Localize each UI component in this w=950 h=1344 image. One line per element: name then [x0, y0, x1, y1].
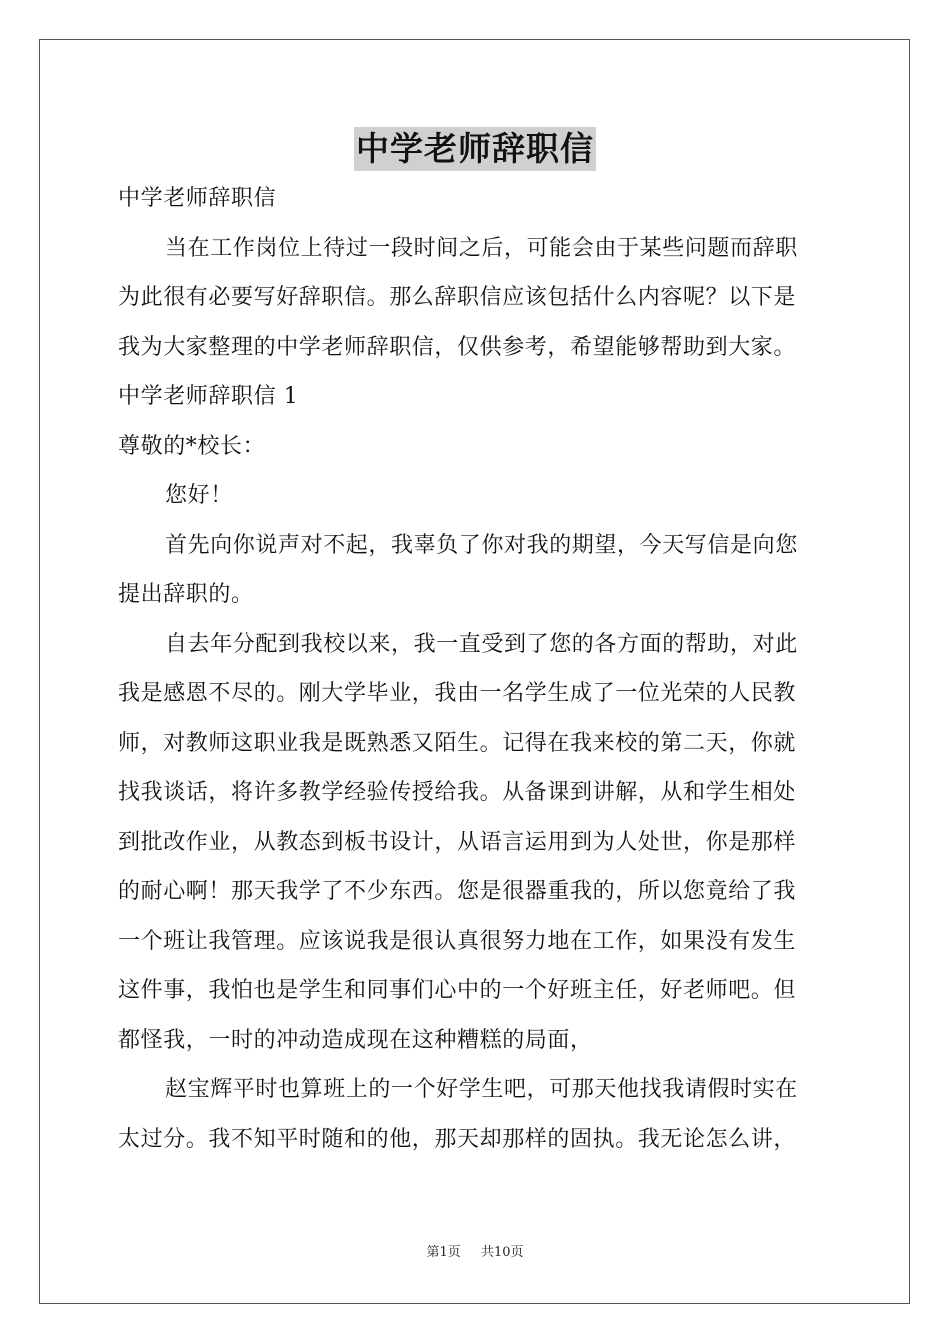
- text-line: 太过分。我不知平时随和的他，那天却那样的固执。我无论怎么讲，: [118, 1126, 797, 1152]
- text-line: 中学老师辞职信: [118, 186, 277, 211]
- text-line: 师，对教师这职业我是既熟悉又陌生。记得在我来校的第二天，你就: [118, 730, 797, 756]
- page-total: 共10页: [480, 1245, 524, 1260]
- text-line: 中学老师辞职信 1: [118, 384, 299, 409]
- document-title: 中学老师辞职信: [354, 127, 596, 171]
- title-container: [0, 127, 950, 171]
- text-line: 我为大家整理的中学老师辞职信，仅供参考，希望能够帮助到大家。: [118, 334, 797, 360]
- text-line: 找我谈话，将许多教学经验传授给我。从备课到讲解，从和学生相处: [118, 780, 797, 805]
- text-line: 当在工作岗位上待过一段时间之后，可能会由于某些问题而辞职: [165, 235, 798, 261]
- page-number: 第1页: [426, 1245, 461, 1260]
- text-line: 提出辞职的。: [118, 582, 254, 607]
- text-line: 一个班让我管理。应该说我是很认真很努力地在工作，如果没有发生: [118, 928, 797, 954]
- text-line: 我是感恩不尽的。刚大学毕业，我由一名学生成了一位光荣的人民教: [118, 681, 797, 706]
- document-body: [118, 174, 834, 1164]
- page-footer: [0, 1244, 950, 1262]
- text-line: 都怪我，一时的冲动造成现在这种糟糕的局面，: [118, 1027, 593, 1053]
- text-line: 赵宝辉平时也算班上的一个好学生吧，可那天他找我请假时实在: [165, 1077, 798, 1102]
- text-line: 尊敬的*校长：: [118, 433, 266, 459]
- text-line: 为此很有必要写好辞职信。那么辞职信应该包括什么内容呢？以下是: [118, 285, 797, 310]
- text-line: 的耐心啊！那天我学了不少东西。您是很器重我的，所以您竟给了我: [118, 879, 797, 904]
- text-line: 首先向你说声对不起，我辜负了你对我的期望，今天写信是向您: [165, 532, 798, 558]
- text-line: 到批改作业，从教态到板书设计，从语言运用到为人处世，你是那样: [118, 829, 797, 855]
- text-line: 这件事，我怕也是学生和同事们心中的一个好班主任，好老师吧。但: [118, 978, 797, 1003]
- text-line: 您好！: [165, 483, 233, 508]
- text-line: 自去年分配到我校以来，我一直受到了您的各方面的帮助，对此: [165, 631, 798, 657]
